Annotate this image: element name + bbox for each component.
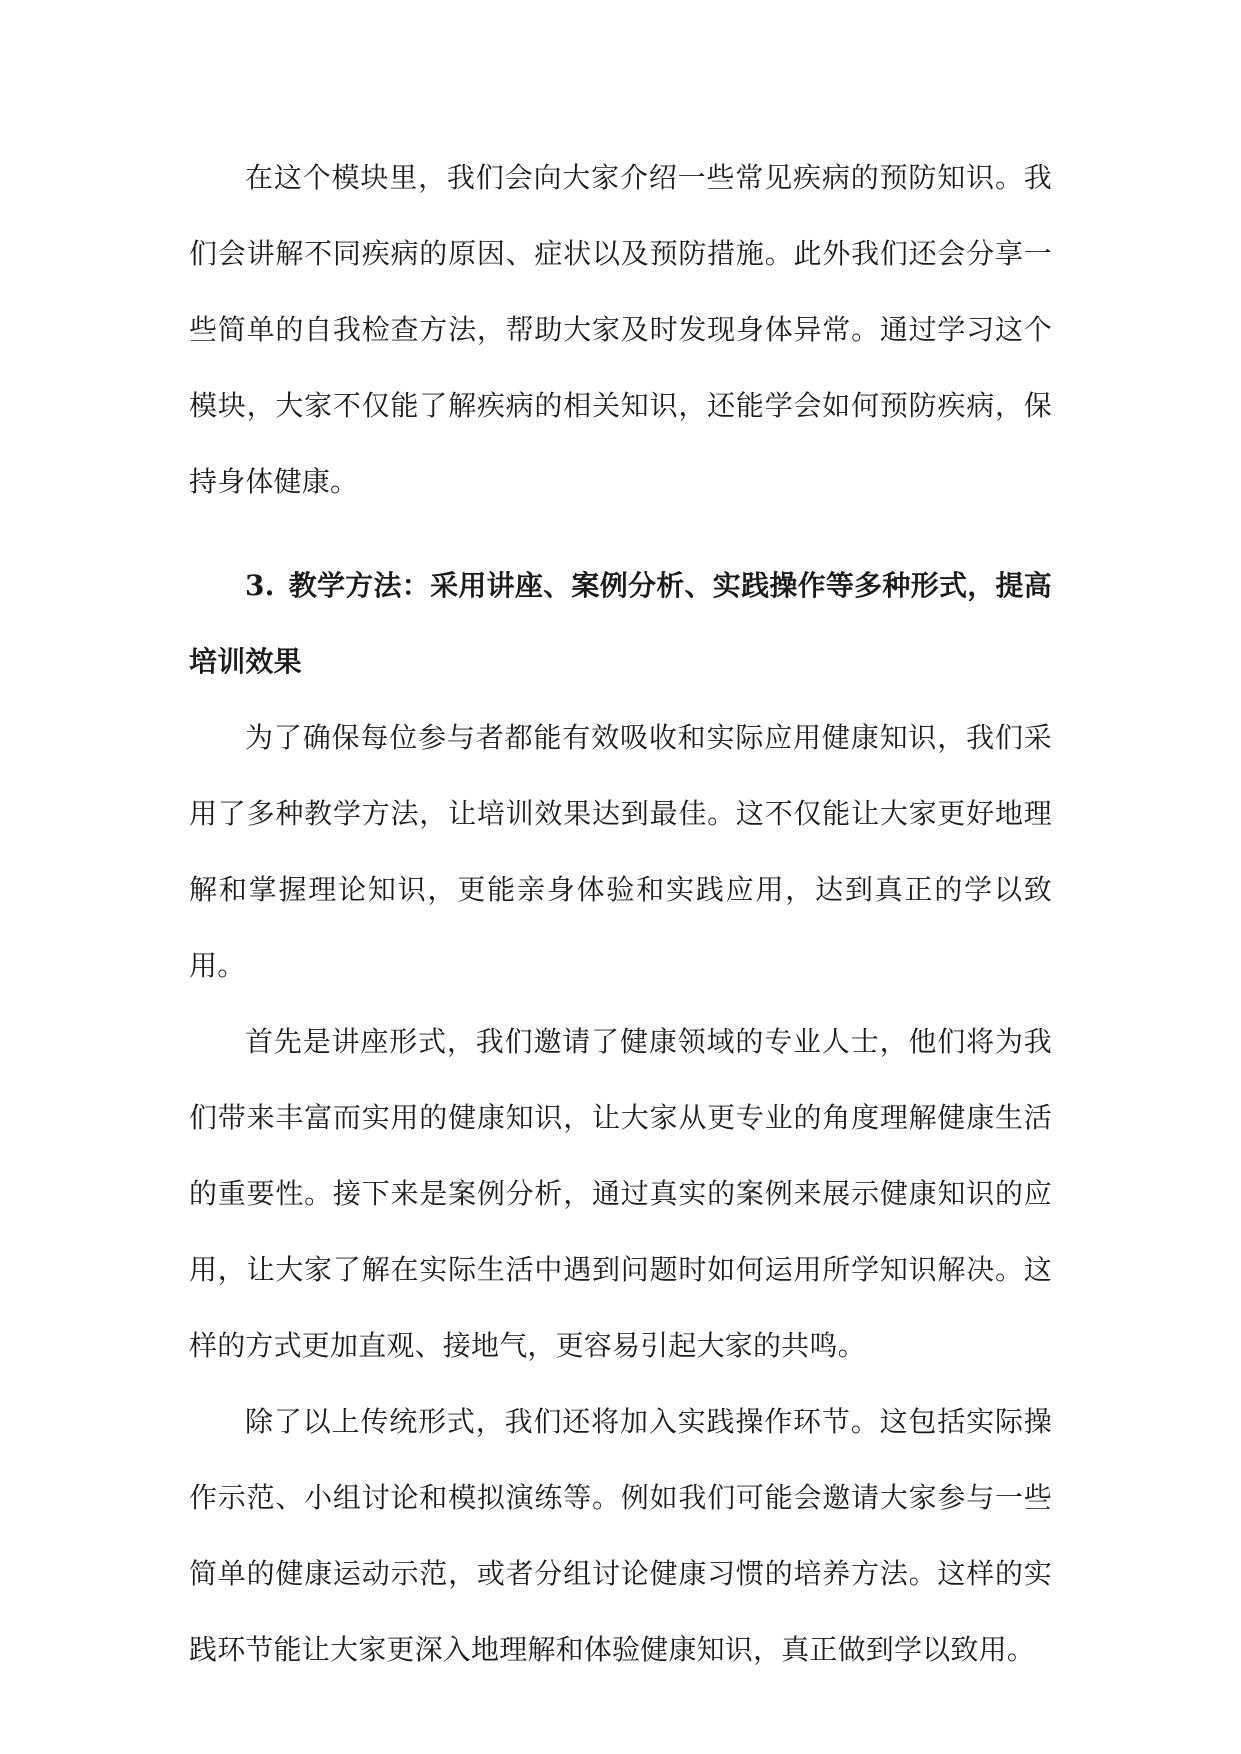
document-body [189, 140, 1052, 1688]
paragraph-disease-prevention: 在这个模块里，我们会向大家介绍一些常见疾病的预防知识。我们会讲解不同疾病的原因、症状以及预防措施。此外我们还会分享一些简单的自我检查方法，帮助大家及时发现身体异常。通过学习这个模块，大家不仅能了解疾病的相关知识，还能学会如何预防疾病，保持身体健康。 [189, 161, 1052, 498]
section-title: 教学方法：采用讲座、案例分析、实践操作等多种形式，提高培训效果 [189, 569, 1052, 678]
paragraph-lectures-cases: 首先是讲座形式，我们邀请了健康领域的专业人士，他们将为我们带来丰富而实用的健康知识，让大家从更专业的角度理解健康生活的重要性。接下来是案例分析，通过真实的案例来展示健康知识的应用，让大家了解在实际生活中遇到问题时如何运用所学知识解决。这样的方式更加直观、接地气，更容易引起大家的共鸣。 [189, 1025, 1052, 1362]
paragraph-practice: 除了以上传统形式，我们还将加入实践操作环节。这包括实际操作示范、小组讨论和模拟演练等。例如我们可能会邀请大家参与一些简单的健康运动示范，或者分组讨论健康习惯的培养方法。这样的实践环节能让大家更深入地理解和体验健康知识，真正做到学以致用。 [189, 1405, 1052, 1666]
paragraph-teaching-methods: 为了确保每位参与者都能有效吸收和实际应用健康知识，我们采用了多种教学方法，让培训效果达到最佳。这不仅能让大家更好地理解和掌握理论知识，更能亲身体验和实践应用，达到真正的学以致用。 [189, 721, 1052, 982]
section-heading [189, 548, 1052, 700]
section-number: 3. [245, 569, 275, 602]
